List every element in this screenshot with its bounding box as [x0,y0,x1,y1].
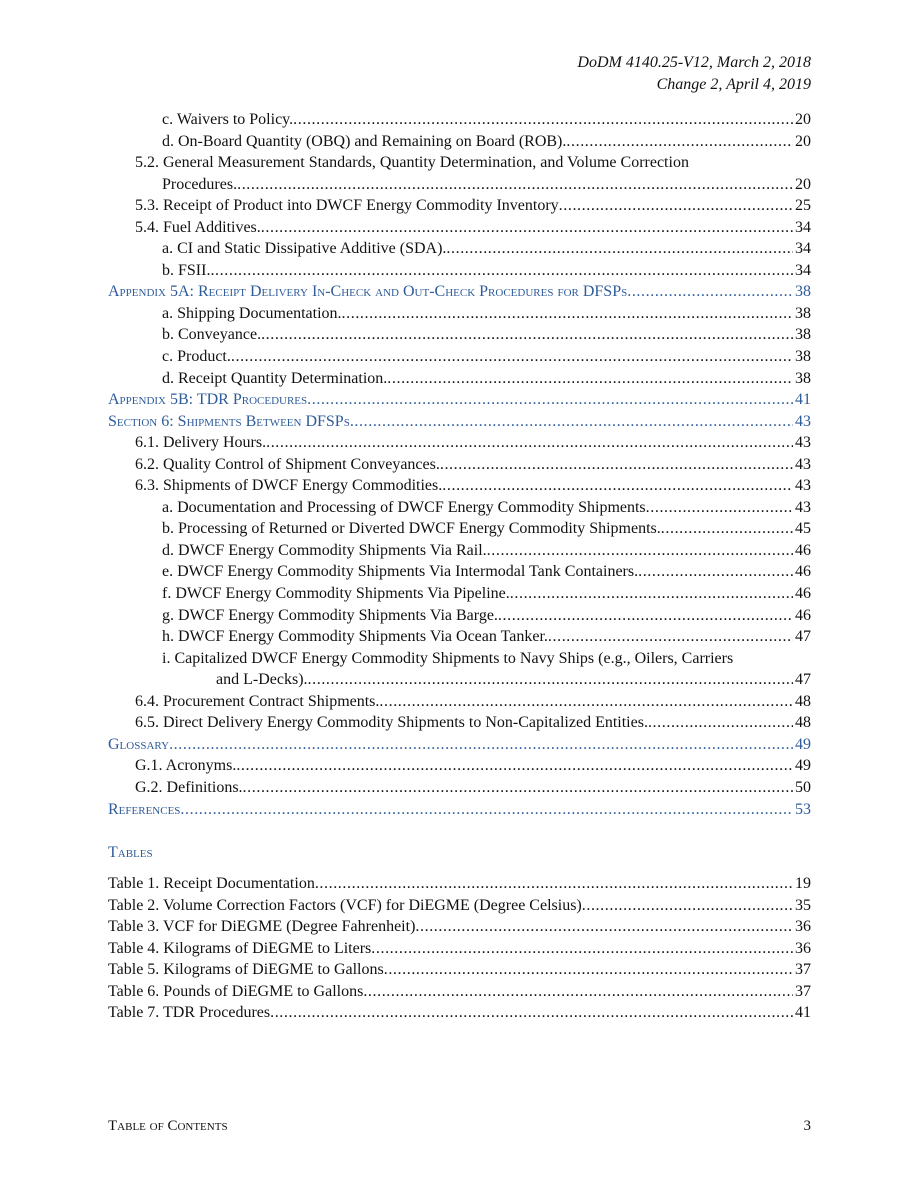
table-entry[interactable] [108,938,811,960]
toc-entry-page: 46 [795,606,811,624]
toc-entry-page: 41 [795,391,811,409]
toc-entry-page: 43 [795,455,811,473]
toc-entry-page: 43 [795,477,811,495]
toc-entry-page: 43 [795,412,811,430]
document-header [577,52,811,96]
toc-entry-title: c. Product. [162,348,231,366]
toc-entry-page: 46 [795,541,811,559]
toc-entry-page: 20 [795,111,811,128]
toc-entry[interactable] [108,475,811,497]
table-entry-title: Table 2. Volume Correction Factors (VCF) for DiEGME (Degree Celsius) [108,896,582,914]
toc-entry-title: a. Documentation and Processing of DWCF Energy Commodity Shipments [162,498,646,516]
table-entry-page: 41 [795,1004,811,1022]
toc-entry-title: a. CI and Static Dissipative Additive (SDA). [162,240,447,258]
toc-entry-title: 5.3. Receipt of Product into DWCF Energy Commodity Inventory [135,197,559,215]
toc-entry-page: 34 [795,240,811,258]
toc-entry-page: 38 [795,304,811,322]
toc-entry-5-3[interactable] [108,195,811,217]
toc-entry-title: h. DWCF Energy Commodity Shipments Via Ocean Tanker. [162,628,548,646]
toc-entry[interactable] [108,238,811,260]
toc-entry-title: and L-Decks). [216,671,308,689]
toc-entry[interactable] [108,368,811,390]
table-entry[interactable] [108,959,811,981]
toc-entry[interactable] [108,432,811,454]
toc-entry-title: Glossary [108,735,170,753]
toc-entry[interactable] [108,303,811,325]
table-entry-title: Table 3. VCF for DiEGME (Degree Fahrenheit) [108,918,416,936]
toc-references[interactable] [108,799,811,821]
toc-entry[interactable] [108,346,811,368]
toc-entry-page: 38 [795,348,811,366]
toc-entry-title: e. DWCF Energy Commodity Shipments Via Intermodal Tank Containers. [162,563,639,581]
toc-entry-page: 48 [795,692,811,710]
toc-entry[interactable] [108,605,811,627]
toc-entry-5-4[interactable] [108,217,811,239]
toc-entry[interactable] [108,324,811,346]
toc-entry[interactable] [108,518,811,540]
toc-entry[interactable] [108,497,811,519]
toc-entry[interactable] [108,626,811,648]
toc-entry[interactable] [108,561,811,583]
toc-entry-page: 20 [795,132,811,150]
toc-entry-page: 34 [795,261,811,279]
toc-entry-title: 6.1. Delivery Hours. [135,434,267,452]
toc-entry[interactable] [108,540,811,562]
table-entry-title: Table 7. TDR Procedures [108,1004,271,1022]
toc-entry-page: 38 [795,369,811,387]
toc-entry-title: b. Conveyance. [162,326,262,344]
toc-glossary[interactable] [108,734,811,756]
table-entry[interactable] [108,895,811,917]
toc-entry-page: 47 [795,671,811,689]
toc-entry-page: 34 [795,218,811,236]
toc-entry-title: G.2. Definitions. [135,778,243,796]
table-entry-page: 36 [795,918,811,936]
page-footer [108,1118,811,1135]
toc-entry-title: References [108,800,181,818]
toc-entry-title: Appendix 5B: TDR Procedures [108,391,308,409]
toc-entry-title: g. DWCF Energy Commodity Shipments Via Barge. [162,606,498,624]
table-of-contents [108,109,811,1024]
toc-section-6[interactable] [108,411,811,433]
table-entry[interactable] [108,916,811,938]
toc-entry-page: 38 [795,283,811,301]
toc-entry-title: b. Processing of Returned or Diverted DWCF Energy Commodity Shipments. [162,520,661,538]
toc-entry-title: d. DWCF Energy Commodity Shipments Via Rail. [162,541,487,559]
table-entry-page: 35 [795,896,811,914]
toc-entry-title: c. Waivers to Policy. [162,111,294,128]
toc-entry-page: 49 [795,757,811,775]
page-number: 3 [803,1118,811,1134]
toc-entry-6-3-i-line1[interactable]: i. Capitalized DWCF Energy Commodity Shipments to Navy Ships (e.g., Oilers, Carriers [162,649,734,667]
toc-entry-page: 46 [795,563,811,581]
toc-entry-title: f. DWCF Energy Commodity Shipments Via Pipeline. [162,585,510,603]
toc-entry[interactable] [108,755,811,777]
toc-entry-6-3-i[interactable] [108,669,811,691]
toc-entry-title: b. FSII. [162,261,211,279]
toc-entry-page: 53 [795,800,811,818]
toc-entry-page: 45 [795,520,811,538]
toc-entry[interactable] [108,583,811,605]
toc-entry-page: 20 [795,175,811,193]
table-entry-title: Table 5. Kilograms of DiEGME to Gallons [108,961,384,979]
toc-entry-page: 38 [795,326,811,344]
toc-entry-page: 50 [795,778,811,796]
toc-entry-page: 43 [795,498,811,516]
toc-entry-title: 6.2. Quality Control of Shipment Conveyances. [135,455,440,473]
footer-label: Table of Contents [108,1118,228,1134]
toc-entry-page: 49 [795,735,811,753]
toc-appendix-5b[interactable] [108,389,811,411]
toc-entry-title: 6.5. Direct Delivery Energy Commodity Shipments to Non-Capitalized Entities. [135,714,648,732]
table-entry[interactable] [108,1002,811,1024]
toc-entry[interactable] [108,131,811,153]
table-entry-title: Table 1. Receipt Documentation [108,875,315,893]
table-entry-page: 37 [795,961,811,979]
table-entry-page: 19 [795,875,811,893]
table-entry-page: 36 [795,939,811,957]
toc-entry[interactable] [108,260,811,282]
toc-entry-title: G.1. Acronyms. [135,757,237,775]
table-entry[interactable] [108,873,811,895]
toc-entry[interactable] [108,109,811,131]
toc-entry-title: Procedures. [162,175,238,193]
toc-entry[interactable] [108,712,811,734]
toc-entry-title: a. Shipping Documentation. [162,304,342,322]
toc-entry-5-2[interactable] [108,174,811,196]
toc-appendix-5a[interactable] [108,281,811,303]
table-entry-title: Table 4. Kilograms of DiEGME to Liters [108,939,372,957]
tables-heading: Tables [108,843,153,861]
toc-entry-title: d. On-Board Quantity (OBQ) and Remaining on Board (ROB). [162,132,567,150]
toc-entry-title: Section 6: Shipments Between DFSPs [108,412,350,430]
toc-entry[interactable] [108,454,811,476]
table-entry-page: 37 [795,982,811,1000]
change-date: Change 2, April 4, 2019 [656,76,811,93]
toc-entry[interactable] [108,777,811,799]
toc-entry-title: d. Receipt Quantity Determination. [162,369,388,387]
toc-entry-5-2-line1[interactable]: 5.2. General Measurement Standards, Quantity Determination, and Volume Correction [135,154,689,172]
toc-entry-page: 25 [795,197,811,215]
toc-entry-title: 6.3. Shipments of DWCF Energy Commodities. [135,477,443,495]
toc-entry-title: 6.4. Procurement Contract Shipments. [135,692,380,710]
toc-entry-page: 47 [795,628,811,646]
toc-entry-title: 5.4. Fuel Additives. [135,218,261,236]
table-entry-title: Table 6. Pounds of DiEGME to Gallons [108,982,364,1000]
toc-entry[interactable] [108,691,811,713]
toc-entry-title: Appendix 5A: Receipt Delivery In-Check and Out-Check Procedures for DFSPs [108,283,628,301]
toc-entry-page: 43 [795,434,811,452]
document-id: DoDM 4140.25-V12, March 2, 2018 [577,54,811,71]
toc-entry-page: 48 [795,714,811,732]
toc-entry-page: 46 [795,585,811,603]
table-entry[interactable] [108,981,811,1003]
